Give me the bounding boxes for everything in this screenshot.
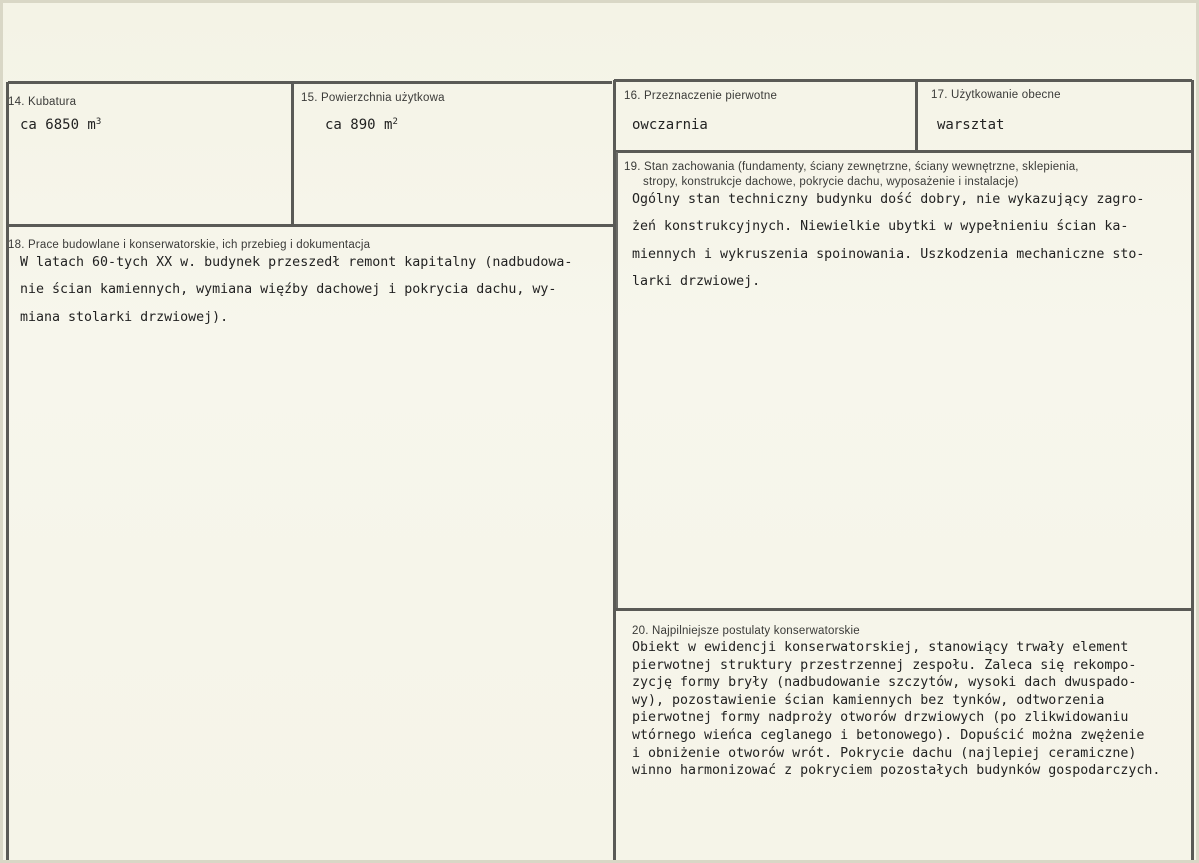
field-19-label-line1: 19. Stan zachowania (fundamenty, ściany zewnętrzne, ściany wewnętrzne, sklepienia, bbox=[624, 161, 1079, 173]
field-20-line: Obiekt w ewidencji konserwatorskiej, stanowiący trwały element bbox=[632, 640, 1129, 655]
field-14-value bbox=[20, 117, 101, 133]
rule-above-20 bbox=[614, 608, 1192, 611]
field-20-line: pierwotnej struktury przestrzennej zespołu. Zaleca się rekompo- bbox=[632, 657, 1137, 673]
divider-16-17 bbox=[915, 80, 918, 152]
rule-under-16-17 bbox=[614, 150, 1192, 153]
field-20-line: wy), pozostawienie ścian kamiennych bez tynków, odtworzenia bbox=[632, 692, 1105, 708]
field-17-label: 17. Użytkowanie obecne bbox=[931, 89, 1061, 101]
field-20-line: wtórnego wieńca ceglanego i betonowego). Dopuścić można zwężenie bbox=[632, 727, 1145, 743]
field-19-text bbox=[632, 186, 1144, 295]
inner-left-rule bbox=[616, 152, 618, 608]
field-20-text bbox=[632, 639, 1160, 780]
field-18-line: miana stolarki drzwiowej). bbox=[20, 309, 229, 325]
field-16-value: owczarnia bbox=[632, 117, 708, 133]
divider-14-15 bbox=[291, 82, 294, 227]
field-20-line: pierwotnej formy nadproży otworów drzwiowych (po zlikwidowaniu bbox=[632, 710, 1129, 726]
powierzchnia-text: ca 890 m bbox=[325, 117, 393, 133]
field-18-line: nie ścian kamiennych, wymiana więźby dachowej i pokrycia dachu, wy- bbox=[20, 282, 557, 298]
kubatura-text: ca 6850 m bbox=[20, 117, 96, 133]
field-15-value bbox=[325, 117, 398, 133]
powierzchnia-unit-exponent: 2 bbox=[392, 117, 398, 127]
top-rule bbox=[8, 81, 612, 84]
field-20-line: winno harmonizować z pokryciem pozostałych budynków gospodarczych. bbox=[632, 763, 1161, 779]
kubatura-unit-exponent: 3 bbox=[95, 117, 102, 127]
field-20-line: i obniżenie otworów wrót. Pokrycie dachu (najlepiej ceramiczne) bbox=[632, 745, 1137, 761]
right-border bbox=[1191, 80, 1194, 860]
field-16-label: 16. Przeznaczenie pierwotne bbox=[624, 90, 778, 102]
field-18-text bbox=[20, 249, 572, 331]
field-15-label: 15. Powierzchnia użytkowa bbox=[301, 92, 445, 104]
field-19-line: miennych i wykruszenia spoinowania. Uszkodzenia mechaniczne sto- bbox=[632, 246, 1145, 262]
field-19-label-line2: stropy, konstrukcje dachowe, pokrycie dachu, wyposażenie i instalacje) bbox=[643, 176, 1019, 188]
field-14-label: 14. Kubatura bbox=[8, 96, 77, 108]
field-19-line: Ogólny stan techniczny budynku dość dobry, nie wykazujący zagro- bbox=[632, 192, 1145, 207]
field-19-line: żeń konstrukcyjnych. Niewielkie ubytki w wypełnieniu ścian ka- bbox=[632, 219, 1129, 235]
top-rule-right bbox=[614, 79, 1192, 82]
field-20-label: 20. Najpilniejsze postulaty konserwatorskie bbox=[632, 625, 860, 637]
field-18-label: 18. Prace budowlane i konserwatorskie, ich przebieg i dokumentacja bbox=[8, 239, 371, 251]
left-border bbox=[6, 82, 9, 860]
rule-under-14-15 bbox=[8, 224, 614, 227]
field-18-line: W latach 60-tych XX w. budynek przeszedł remont kapitalny (nadbudowa- bbox=[20, 255, 573, 270]
field-17-value: warsztat bbox=[937, 117, 1005, 133]
field-19-line: larki drzwiowej. bbox=[632, 273, 761, 289]
field-20-line: zycję formy bryły (nadbudowanie szczytów, wysoki dach dwuspado- bbox=[632, 675, 1137, 691]
